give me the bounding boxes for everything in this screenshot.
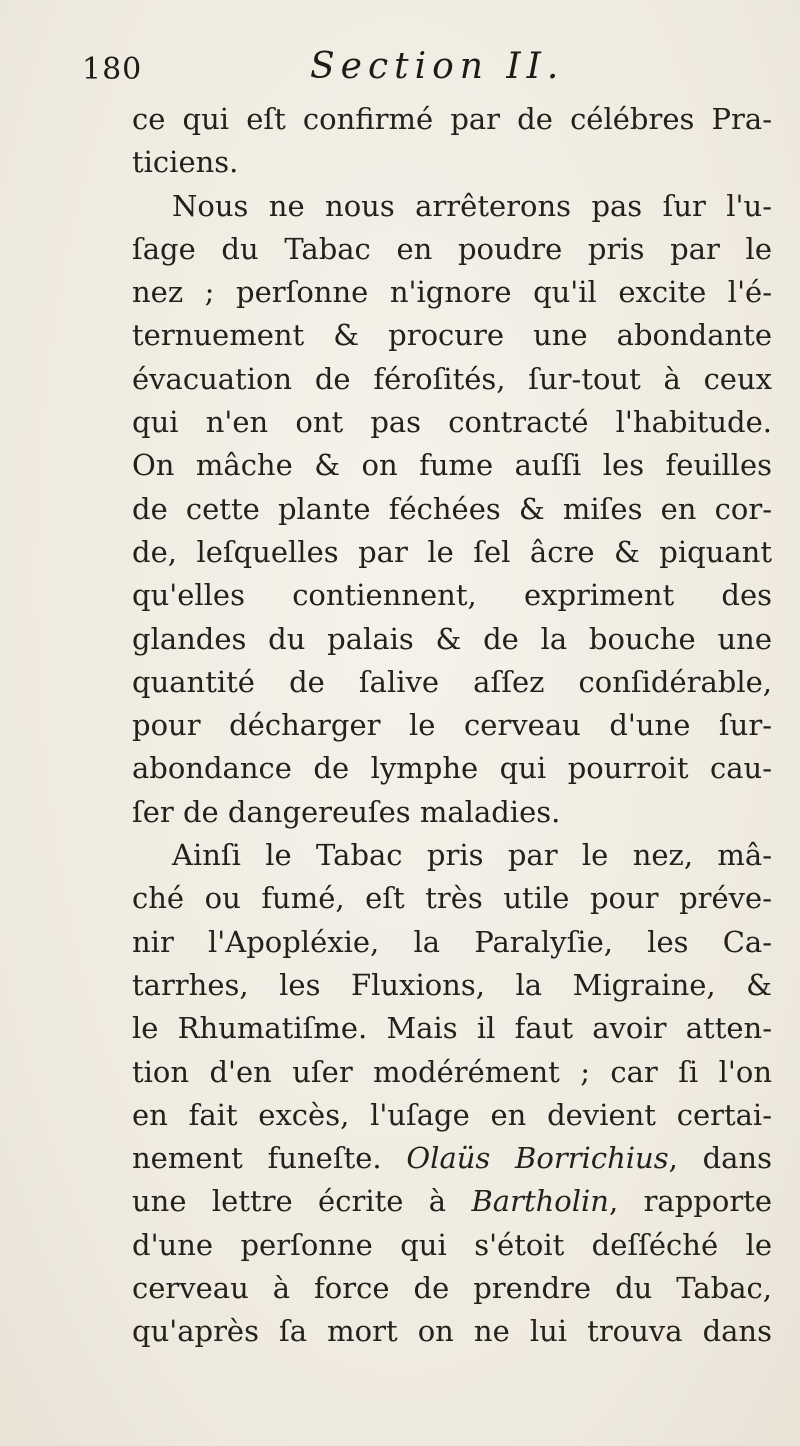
text-line	[132, 271, 772, 314]
text-line	[132, 228, 772, 271]
text-segment: qu'elles contiennent, expriment des	[132, 578, 772, 613]
text-segment: de, leſquelles par le ſel âcre & piquant	[132, 534, 772, 569]
text-segment: quantité de ſalive aſſez conſidérable,	[132, 664, 772, 699]
text-segment: nir l'Apopléxie, la Paralyſie, les Ca-	[132, 924, 772, 959]
text-segment: ſage du Tabac en poudre pris par le	[132, 231, 772, 266]
text-segment: nement funeſte.	[132, 1141, 407, 1176]
text-line	[132, 834, 772, 877]
page-number: 180	[82, 52, 143, 87]
text-segment: , rapporte	[608, 1184, 772, 1219]
text-line	[132, 185, 772, 228]
text-segment: tion d'en uſer modérément ; car ſi l'on	[132, 1054, 772, 1089]
text-line	[132, 1137, 772, 1180]
text-segment: tarrhes, les Fluxions, la Migraine, &	[132, 967, 772, 1002]
text-line	[132, 141, 772, 184]
text-segment: abondance de lymphe qui pourroit cau-	[132, 751, 772, 786]
text-segment: nez ; perſonne n'ignore qu'il excite l'é-	[132, 275, 772, 310]
text-segment: de cette plante féchées & miſes en cor-	[132, 491, 772, 526]
text-line	[132, 964, 772, 1007]
text-line	[132, 791, 772, 834]
text-line	[132, 1224, 772, 1267]
text-segment: Ainſi le Tabac pris par le nez, mâ-	[172, 838, 772, 873]
text-line	[132, 1051, 772, 1094]
text-line	[132, 98, 772, 141]
text-segment: ce qui eſt confirmé par de célébres Pra-	[132, 102, 772, 136]
text-segment: , dans	[668, 1141, 772, 1176]
text-segment: Nous ne nous arrêterons pas ſur l'u-	[172, 188, 772, 223]
text-line	[132, 661, 772, 704]
text-segment: le Rhumatiſme. Mais il faut avoir atten-	[132, 1011, 772, 1046]
running-head: Section II.	[310, 46, 565, 87]
text-line	[132, 574, 772, 617]
text-line	[132, 877, 772, 920]
text-line	[132, 358, 772, 401]
text-segment: cerveau à force de prendre du Tabac,	[132, 1271, 772, 1306]
text-line	[132, 401, 772, 444]
text-line	[132, 531, 772, 574]
text-line	[132, 314, 772, 357]
text-line	[132, 1094, 772, 1137]
text-line	[132, 921, 772, 964]
text-segment: en fait excès, l'uſage en devient certai-	[132, 1097, 772, 1132]
text-line	[132, 704, 772, 747]
text-segment: ternuement & procure une abondante	[132, 318, 772, 353]
text-line	[132, 488, 772, 531]
text-segment: ſer de dangereuſes maladies.	[132, 794, 561, 829]
text-segment: ché ou fumé, eſt très utile pour préve-	[132, 881, 772, 916]
text-segment: évacuation de féroſités, ſur-tout à ceux	[132, 361, 772, 396]
text-line	[132, 1310, 772, 1353]
text-line	[132, 444, 772, 487]
italic-name: Bartholin	[471, 1184, 609, 1219]
text-line	[132, 1007, 772, 1050]
text-segment: qu'après ſa mort on ne lui trouva dans	[132, 1314, 772, 1349]
text-segment: On mâche & on fume auſſi les feuilles	[132, 448, 772, 483]
text-segment: ticiens.	[132, 145, 239, 180]
text-line	[132, 618, 772, 661]
text-segment: une lettre écrite à	[132, 1184, 472, 1219]
body-text	[132, 98, 772, 1354]
text-segment: d'une perſonne qui s'étoit deſſéché le	[132, 1227, 772, 1262]
page-header	[82, 46, 722, 102]
text-segment: pour décharger le cerveau d'une ſur-	[132, 708, 772, 743]
italic-name: Olaüs Borrichius	[406, 1141, 669, 1176]
text-line	[132, 747, 772, 790]
text-segment: qui n'en ont pas contracté l'habitude.	[132, 405, 772, 440]
text-segment: glandes du palais & de la bouche une	[132, 621, 772, 656]
text-line	[132, 1180, 772, 1223]
text-line	[132, 1267, 772, 1310]
